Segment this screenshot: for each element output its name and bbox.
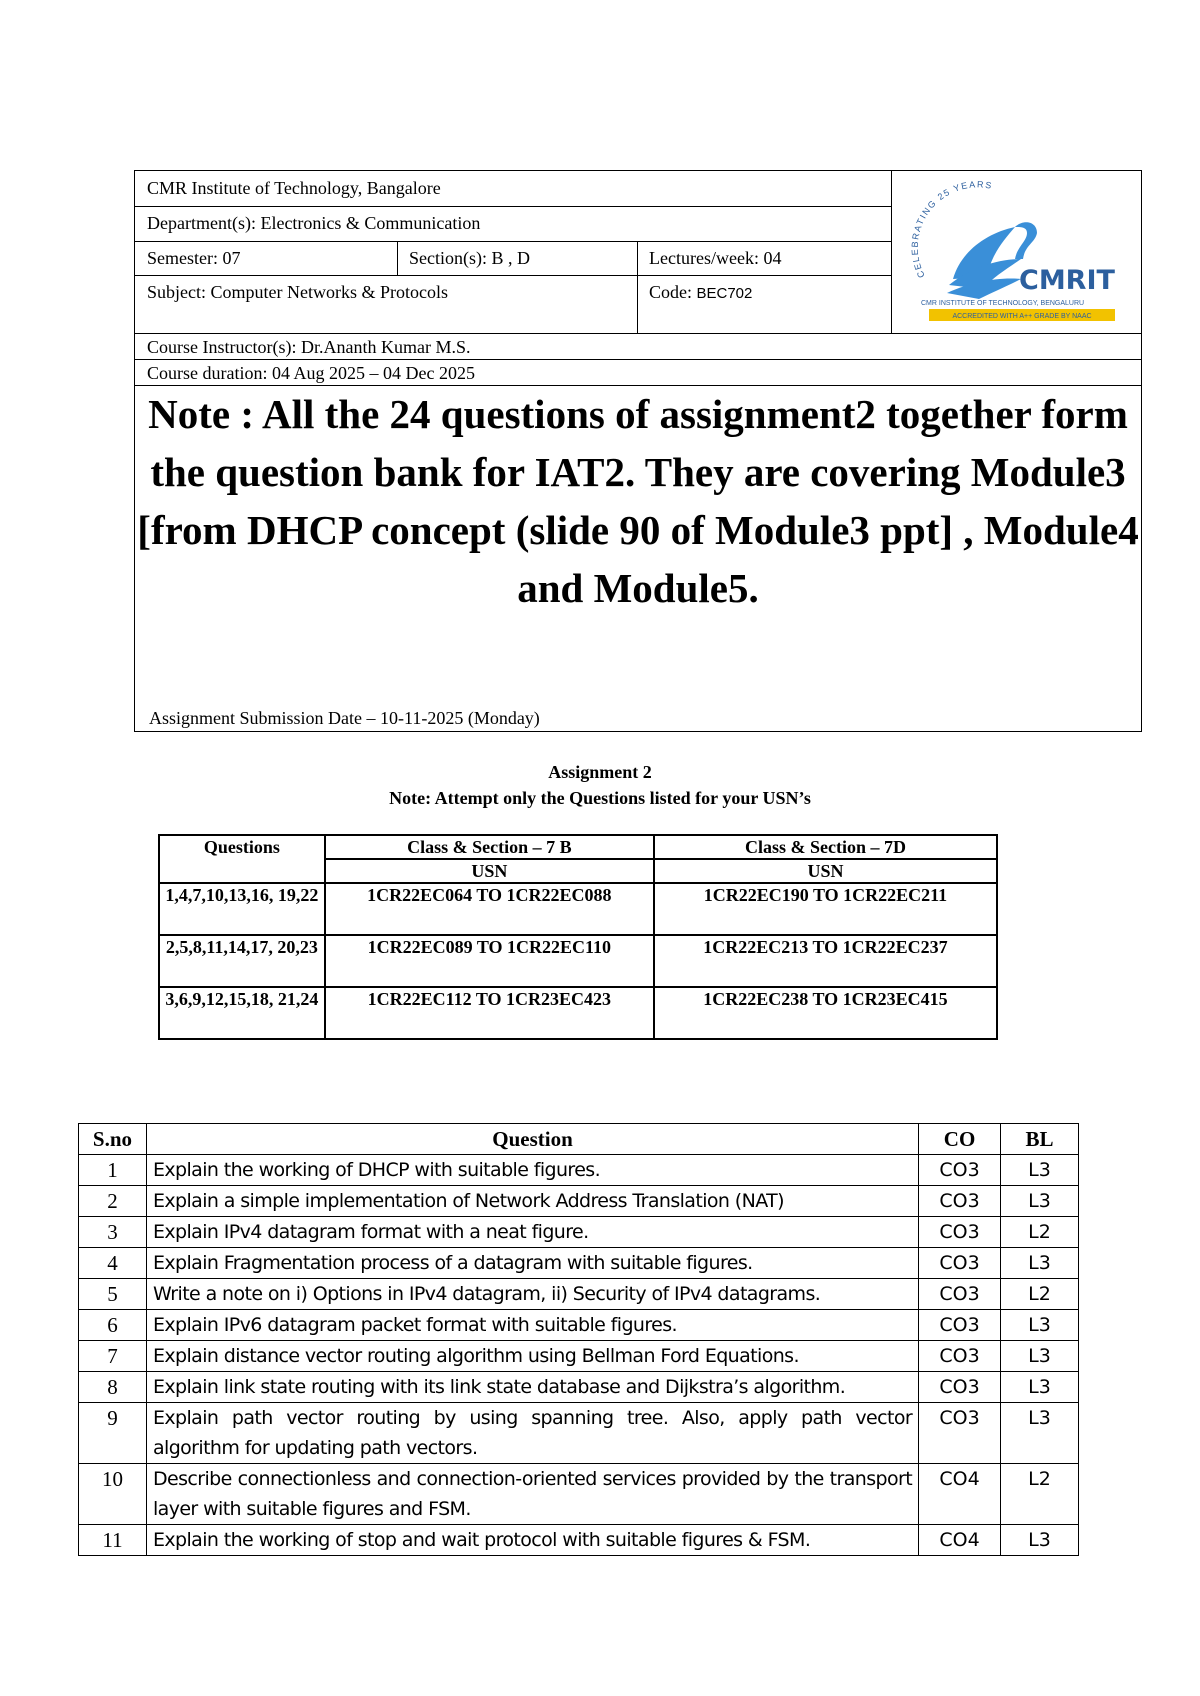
department: Department(s): Electronics & Communication — [147, 213, 481, 233]
table-row — [79, 1279, 1079, 1310]
table-row — [79, 1248, 1079, 1279]
column-header-co: CO — [919, 1124, 1001, 1155]
course-outcome: CO3 — [919, 1155, 1001, 1186]
usn-range-7b: 1CR22EC089 TO 1CR22EC110 — [325, 935, 654, 987]
divider — [135, 206, 891, 207]
usn-range-7d: 1CR22EC238 TO 1CR23EC415 — [654, 987, 997, 1039]
table-row — [79, 1372, 1079, 1403]
table-row — [79, 1217, 1079, 1248]
subject: Subject: Computer Networks & Protocols — [147, 282, 448, 302]
assignment-title: Assignment 2 — [548, 762, 652, 782]
question-text: Explain IPv6 datagram packet format with suitable figures. — [146, 1310, 918, 1341]
institute-name: CMR Institute of Technology, Bangalore — [147, 178, 441, 198]
lectures-per-week: Lectures/week: 04 — [649, 248, 782, 268]
question-numbers: 1,4,7,10,13,16, 19,22 — [159, 883, 325, 935]
question-text: Describe connectionless and connection-oriented services provided by the transport layer with suitable figures and FSM. — [146, 1464, 918, 1525]
course-code — [649, 281, 752, 305]
semester: Semester: 07 — [147, 248, 241, 268]
bloom-level: L3 — [1001, 1525, 1079, 1556]
question-number: 7 — [79, 1341, 147, 1372]
course-duration: Course duration: 04 Aug 2025 – 04 Dec 2025 — [147, 363, 475, 383]
question-number: 6 — [79, 1310, 147, 1341]
bloom-level: L3 — [1001, 1372, 1079, 1403]
question-number: 1 — [79, 1155, 147, 1186]
question-number: 4 — [79, 1248, 147, 1279]
divider — [397, 241, 398, 275]
question-text: Explain a simple implementation of Network Address Translation (NAT) — [146, 1186, 918, 1217]
course-code-label: Code: — [649, 282, 697, 302]
logo-arc-text: CELEBRATING 25 YEARS — [909, 181, 994, 280]
table-row — [79, 1341, 1079, 1372]
course-outcome: CO4 — [919, 1464, 1001, 1525]
course-outcome: CO3 — [919, 1186, 1001, 1217]
divider — [135, 333, 1141, 334]
table-row — [159, 935, 997, 987]
question-text: Explain distance vector routing algorithm using Bellman Ford Equations. — [146, 1341, 918, 1372]
usn-range-7b: 1CR22EC064 TO 1CR22EC088 — [325, 883, 654, 935]
table-row — [159, 883, 997, 935]
bloom-level: L2 — [1001, 1217, 1079, 1248]
question-text: Write a note on i) Options in IPv4 datagram, ii) Security of IPv4 datagrams. — [146, 1279, 918, 1310]
logo-accreditation: ACCREDITED WITH A++ GRADE BY NAAC — [952, 313, 1092, 320]
usn-label-7b: USN — [325, 859, 654, 883]
question-bank-note: Note : All the 24 questions of assignment2 together form the question bank for IAT2. They are covering Module3 [from DHCP concept (slide 90 of Module3 ppt] , Module4 and Module5. — [137, 391, 1139, 611]
bloom-level: L3 — [1001, 1155, 1079, 1186]
course-outcome: CO4 — [919, 1525, 1001, 1556]
assignment-subtitle: Note: Attempt only the Questions listed for your USN’s — [389, 788, 811, 808]
question-number: 2 — [79, 1186, 147, 1217]
question-numbers: 3,6,9,12,15,18, 21,24 — [159, 987, 325, 1039]
table-row — [79, 1464, 1079, 1525]
course-outcome: CO3 — [919, 1403, 1001, 1464]
usn-range-7d: 1CR22EC213 TO 1CR22EC237 — [654, 935, 997, 987]
section: Section(s): B , D — [409, 248, 530, 268]
course-outcome: CO3 — [919, 1279, 1001, 1310]
column-header-question: Question — [146, 1124, 918, 1155]
table-row — [79, 1155, 1079, 1186]
question-text: Explain the working of stop and wait protocol with suitable figures & FSM. — [146, 1525, 918, 1556]
divider — [135, 359, 1141, 360]
question-number: 3 — [79, 1217, 147, 1248]
column-header-7d: Class & Section – 7D — [654, 835, 997, 859]
column-header-bl: BL — [1001, 1124, 1079, 1155]
question-number: 9 — [79, 1403, 147, 1464]
table-row — [159, 987, 997, 1039]
course-outcome: CO3 — [919, 1310, 1001, 1341]
bloom-level: L2 — [1001, 1464, 1079, 1525]
submission-date: Assignment Submission Date – 10-11-2025 (Monday) — [149, 708, 540, 728]
usn-range-7b: 1CR22EC112 TO 1CR23EC423 — [325, 987, 654, 1039]
table-row — [79, 1525, 1079, 1556]
bloom-level: L3 — [1001, 1341, 1079, 1372]
usn-label-7d: USN — [654, 859, 997, 883]
question-number: 11 — [79, 1525, 147, 1556]
column-header-sno: S.no — [79, 1124, 147, 1155]
swan-logo-icon — [891, 181, 1137, 331]
divider — [135, 241, 891, 242]
course-code-value: BEC702 — [696, 285, 753, 302]
bloom-level: L3 — [1001, 1248, 1079, 1279]
column-header-questions: Questions — [159, 835, 325, 883]
bloom-level: L3 — [1001, 1310, 1079, 1341]
course-instructor: Course Instructor(s): Dr.Ananth Kumar M.S. — [147, 337, 471, 357]
course-outcome: CO3 — [919, 1248, 1001, 1279]
question-numbers: 2,5,8,11,14,17, 20,23 — [159, 935, 325, 987]
question-text: Explain Fragmentation process of a datagram with suitable figures. — [146, 1248, 918, 1279]
course-outcome: CO3 — [919, 1372, 1001, 1403]
course-outcome: CO3 — [919, 1217, 1001, 1248]
question-table — [78, 1123, 1079, 1556]
logo-name: CMRIT — [1019, 265, 1115, 296]
divider — [637, 241, 638, 333]
question-number: 8 — [79, 1372, 147, 1403]
divider — [135, 275, 891, 276]
course-outcome: CO3 — [919, 1341, 1001, 1372]
question-text: Explain the working of DHCP with suitable figures. — [146, 1155, 918, 1186]
bloom-level: L3 — [1001, 1403, 1079, 1464]
question-text: Explain path vector routing by using spanning tree. Also, apply path vector algorithm for updating path vectors. — [146, 1403, 918, 1464]
column-header-7b: Class & Section – 7 B — [325, 835, 654, 859]
table-row — [79, 1403, 1079, 1464]
bloom-level: L3 — [1001, 1186, 1079, 1217]
course-header — [134, 170, 1142, 732]
cmrit-logo — [891, 181, 1137, 331]
question-text: Explain link state routing with its link state database and Dijkstra’s algorithm. — [146, 1372, 918, 1403]
question-text: Explain IPv4 datagram format with a neat figure. — [146, 1217, 918, 1248]
table-row — [79, 1310, 1079, 1341]
table-row — [79, 1186, 1079, 1217]
bloom-level: L2 — [1001, 1279, 1079, 1310]
question-number: 5 — [79, 1279, 147, 1310]
logo-tagline: CMR INSTITUTE OF TECHNOLOGY, BENGALURU — [921, 300, 1085, 307]
usn-range-7d: 1CR22EC190 TO 1CR22EC211 — [654, 883, 997, 935]
usn-allocation-table — [158, 834, 998, 1040]
question-number: 10 — [79, 1464, 147, 1525]
